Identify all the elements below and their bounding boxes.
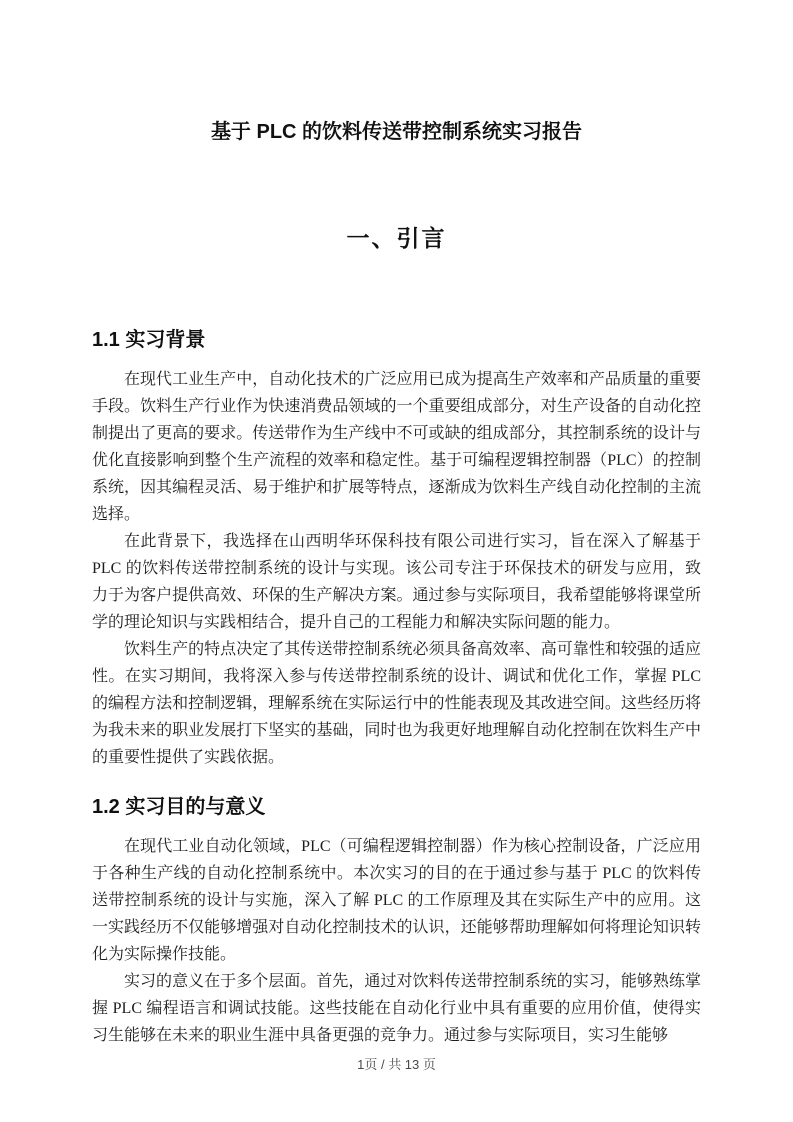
paragraph-purpose-2: 实习的意义在于多个层面。首先，通过对饮料传送带控制系统的实习，能够熟练掌握 PLC 编程语言和调试技能。这些技能在自动化行业中具有重要的应用价值，使得实习生能够在未来的职业生涯中具备更强的竞争力。通过参与实际项目，实习生能够 [92, 973, 701, 1044]
paragraph-background-1: 在现代工业生产中，自动化技术的广泛应用已成为提高生产效率和产品质量的重要手段。饮料生产行业作为快速消费品领域的一个重要组成部分，对生产设备的自动化控制提出了更高的要求。传送带作为生产线中不可或缺的组成部分，其控制系统的设计与优化直接影响到整个生产流程的效率和稳定性。基于可编程逻辑控制器（PLC）的控制系统，因其编程灵活、易于维护和扩展等特点，逐渐成为饮料生产线自动化控制的主流选择。 [92, 371, 701, 523]
page-footer [0, 1057, 793, 1072]
page-number-indicator: 1页 / 共 13 页 [357, 1057, 436, 1072]
paragraph-background-2: 在此背景下，我选择在山西明华环保科技有限公司进行实习，旨在深入了解基于 PLC 的饮料传送带控制系统的设计与实现。该公司专注于环保技术的研发与应用，致力于为客户提供高效、环保的生产解决方案。通过参与实际项目，我希望能够将课堂所学的理论知识与实践相结合，提升自己的工程能力和解决实际问题的能力。 [92, 533, 701, 631]
chapter-heading: 一、引言 [346, 225, 447, 251]
section-heading-background: 1.1 实习背景 [92, 329, 206, 351]
section-background [92, 326, 701, 771]
paragraph-purpose-1: 在现代工业自动化领域，PLC（可编程逻辑控制器）作为核心控制设备，广泛应用于各种生产线的自动化控制系统中。本次实习的目的在于通过参与基于 PLC 的饮料传送带控制系统的设计与实施，深入了解 PLC 的工作原理及其在实际生产中的应用。这一实践经历不仅能够增强对自动化控制技术的认识，还能够帮助理解如何将理论知识转化为实际操作技能。 [92, 838, 701, 963]
paragraph-background-3: 饮料生产的特点决定了其传送带控制系统必须具备高效率、高可靠性和较强的适应性。在实习期间，我将深入参与传送带控制系统的设计、调试和优化工作，掌握 PLC 的编程方法和控制逻辑，理解系统在实际运行中的性能表现及其改进空间。这些经历将为我未来的职业发展打下坚实的基础，同时也为我更好地理解自动化控制在饮料生产中的重要性提供了实践依据。 [92, 641, 701, 766]
section-purpose [92, 793, 701, 1049]
document-title: 基于 PLC 的饮料传送带控制系统实习报告 [210, 121, 583, 143]
section-heading-purpose: 1.2 实习目的与意义 [92, 796, 266, 818]
